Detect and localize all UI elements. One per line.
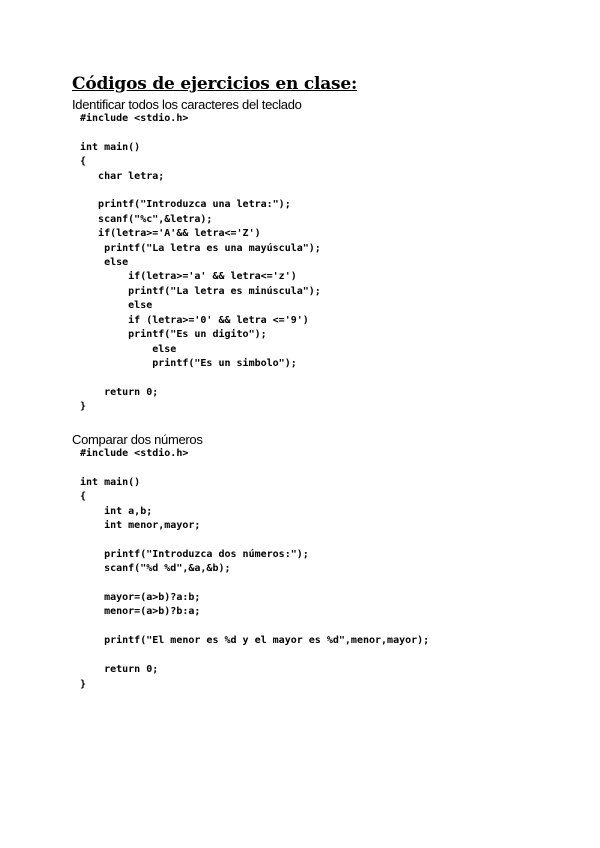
section-heading-comparar: Comparar dos números bbox=[72, 432, 203, 447]
code-block-comparar: #include <stdio.h> int main() { int a,b; int menor,mayor; printf("Introduzca dos números:"); scanf("%d %d",&a,&b); mayor=(a>b)?a:b; menor=(a>b)?b:a; printf("El menor es %d y el mayor es %d",menor,mayor); return 0; } bbox=[80, 448, 430, 690]
code-block-identificar: #include <stdio.h> int main() { char letra; printf("Introduzca una letra:"); scanf("%c",&letra); if(letra>='A'&& letra<='Z') printf("La letra es una mayúscula"); else if(letra>='a' && letra<='z') printf("La letra es minúscula"); else if (letra>='0' && letra <='9') printf("Es un digito"); else printf("Es un simbolo"); return 0; } bbox=[80, 113, 321, 413]
section-heading-identificar: Identificar todos los caracteres del teclado bbox=[72, 97, 302, 112]
page-title: Códigos de ejercicios en clase: bbox=[72, 74, 358, 94]
